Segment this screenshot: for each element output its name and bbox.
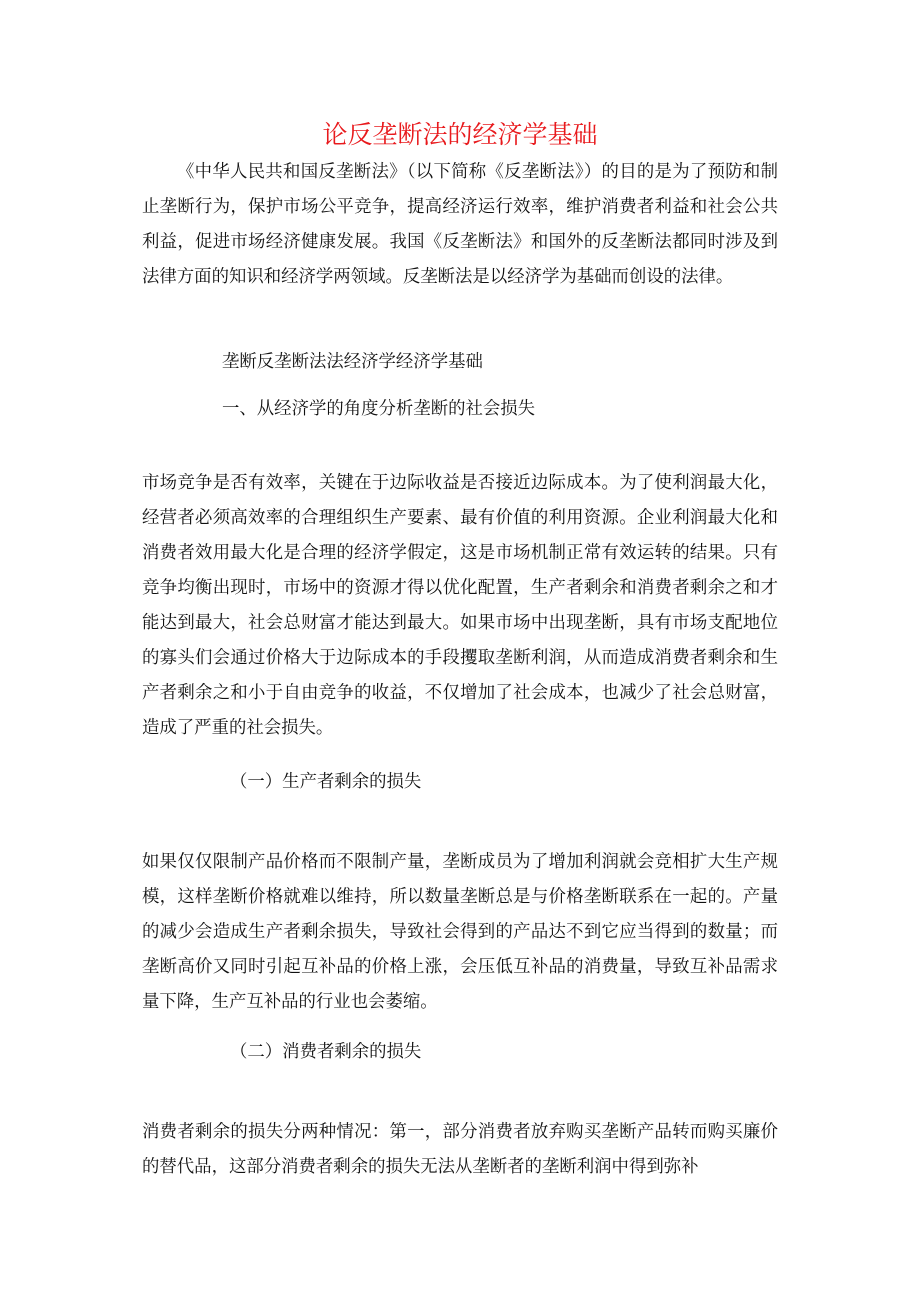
subsection-2-paragraph: 消费者剩余的损失分两种情况：第一，部分消费者放弃购买垄断产品转而购买廉价的替代品，这部分消费者剩余的损失无法从垄断者的垄断利润中得到弥补 [142,1122,778,1177]
section-1-paragraph: 市场竞争是否有效率，关键在于边际收益是否接近边际成本。为了使利润最大化，经营者必须高效率的合理组织生产要素、最有价值的利用资源。企业利润最大化和消费者效用最大化是合理的经济学假定，这是市场机制正常有效运转的结果。只有竞争均衡出现时，市场中的资源才得以优化配置，生产者剩余和消费者剩余之和才能达到最大，社会总财富才能达到最大。如果市场中出现垄断，具有市场支配地位的寡头们会通过价格大于边际成本的手段攫取垄断利润，从而造成消费者剩余和生产者剩余之和小于自由竞争的收益，不仅增加了社会成本，也减少了社会总财富，造成了严重的社会损失。 [142,473,778,738]
keywords-line: 垄断反垄断法法经济学经济学基础 [222,352,483,372]
intro-paragraph: 《中华人民共和国反垄断法》（以下简称《反垄断法》）的目的是为了预防和制止垄断行为，保护市场公平竞争，提高经济运行效率，维护消费者利益和社会公共利益，促进市场经济健康发展。我国《反垄断法》和国外的反垄断法都同时涉及到法律方面的知识和经济学两领域。反垄断法是以经济学为基础而创设的法律。 [142,162,778,287]
section-1-heading: 一、从经济学的角度分析垄断的社会损失 [222,399,536,419]
subsection-1-heading: （一）生产者剩余的损失 [230,772,422,792]
subsection-2-heading: （二）消费者剩余的损失 [230,1042,422,1062]
subsection-1-paragraph: 如果仅仅限制产品价格而不限制产量，垄断成员为了增加利润就会竞相扩大生产规模，这样垄断价格就难以维持，所以数量垄断总是与价格垄断联系在一起的。产量的减少会造成生产者剩余损失，导致社会得到的产品达不到它应当得到的数量；而垄断高价又同时引起互补品的价格上涨，会压低互补品的消费量，导致互补品需求量下降，生产互补品的行业也会萎缩。 [142,852,778,1012]
document-title: 论反垄断法的经济学基础 [322,120,598,149]
